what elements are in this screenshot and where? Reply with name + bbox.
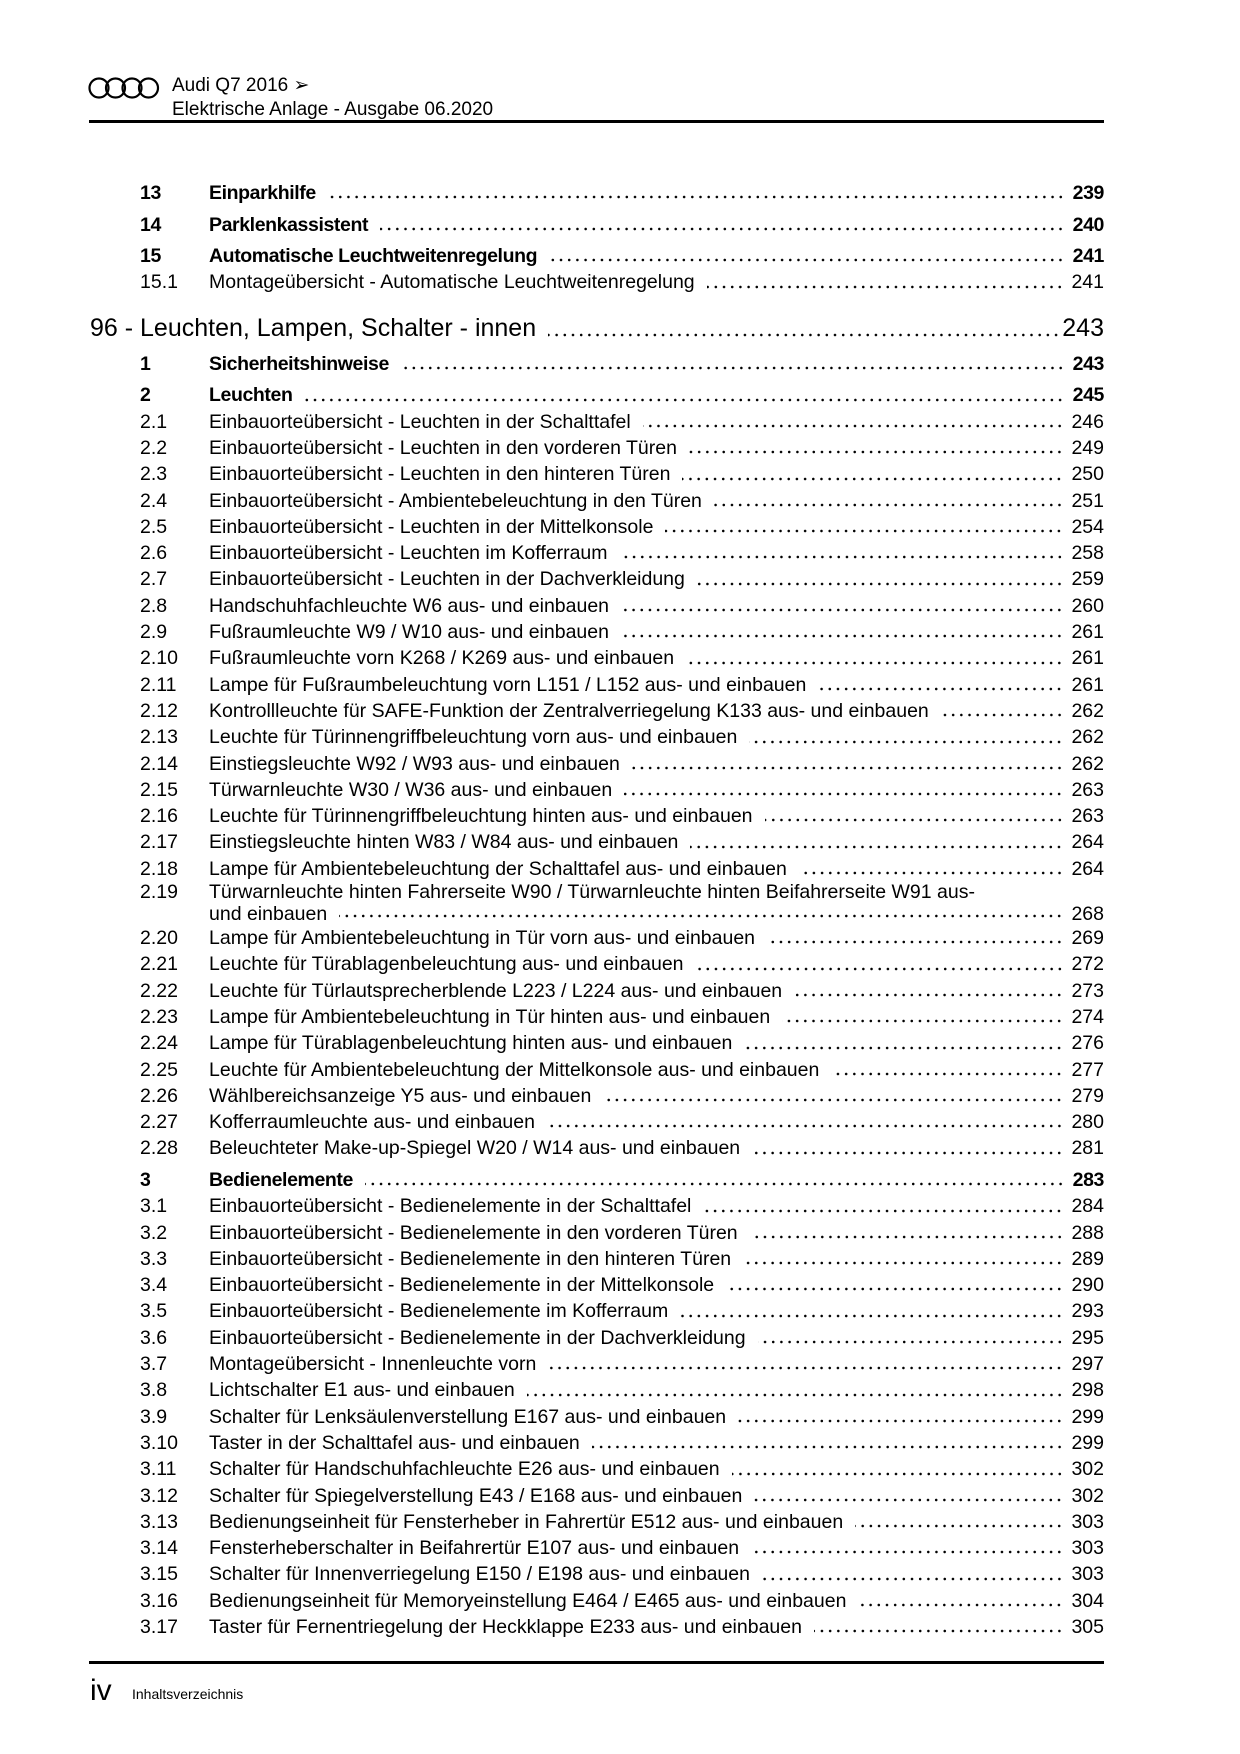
toc-entry-number: 3.17	[140, 1616, 178, 1639]
toc-entry-page: 264	[1071, 857, 1104, 880]
audi-rings-logo	[88, 77, 160, 99]
toc-entry-page: 269	[1071, 927, 1104, 950]
toc-entry-number: 2.27	[140, 1111, 178, 1134]
toc-entry[interactable]	[0, 566, 1240, 592]
toc-entry-number: 2.24	[140, 1032, 178, 1055]
toc-entry-page: 241	[1072, 245, 1104, 268]
toc-entry-page: 298	[1071, 1379, 1104, 1402]
toc-entry-page: 293	[1071, 1300, 1104, 1323]
toc-entry-number: 13	[140, 182, 161, 204]
dot-leader	[643, 423, 1064, 429]
toc-entry[interactable]	[0, 1509, 1240, 1535]
toc-entry-title: Türwarnleuchte hinten Fahrerseite W90 / Türwarnleuchte hinten Beifahrerseite W91 aus-	[209, 881, 975, 904]
toc-entry-title: Kofferraumleuchte aus- und einbauen	[209, 1111, 535, 1134]
toc-entry-number: 15.1	[140, 271, 178, 294]
footer-section-title: Inhaltsverzeichnis	[132, 1686, 244, 1702]
toc-entry-page: 243	[1072, 352, 1104, 375]
toc-entry[interactable]	[0, 1561, 1240, 1587]
dot-leader	[707, 284, 1064, 290]
toc-entry-page: 281	[1071, 1137, 1104, 1160]
toc-entry[interactable]	[0, 904, 1240, 926]
toc-entry-number: 15	[140, 245, 161, 268]
toc-entry-page: 239	[1072, 182, 1104, 204]
dot-leader	[548, 332, 1060, 338]
toc-entry[interactable]	[0, 593, 1240, 619]
toc-entry[interactable]	[0, 351, 1240, 377]
toc-entry[interactable]	[0, 1483, 1240, 1509]
toc-entry-title: Fensterheberschalter in Beifahrertür E107 aus- und einbauen	[209, 1537, 740, 1560]
dot-leader	[758, 1339, 1064, 1345]
toc-entry-page: 250	[1071, 463, 1104, 486]
toc-entry-page: 260	[1071, 594, 1104, 617]
toc-entry[interactable]	[0, 698, 1240, 724]
dot-leader	[380, 226, 1065, 232]
toc-entry-number: 3.2	[140, 1221, 168, 1244]
toc-entry-page: 268	[1071, 902, 1104, 925]
toc-entry-number: 3	[140, 1168, 151, 1191]
dot-leader	[339, 913, 1063, 919]
toc-entry-number: 2.28	[140, 1137, 178, 1160]
toc-entry-title: Schalter für Spiegelverstellung E43 / E168 aus- und einbauen	[209, 1484, 743, 1507]
toc-entry-title: Einbauorteübersicht - Bedienelemente in den hinteren Türen	[209, 1247, 732, 1270]
toc-entry-number: 2.17	[140, 831, 178, 854]
toc-entry-number: 2.20	[140, 927, 178, 950]
toc-entry-title: Montageübersicht - Automatische Leuchtweitenregelung	[209, 271, 695, 294]
toc-entry-page: 241	[1071, 271, 1104, 294]
toc-entry-title: Einbauorteübersicht - Leuchten in der Schalttafel	[209, 410, 631, 433]
dot-leader	[680, 1313, 1063, 1319]
toc-entry-title: Einbauorteübersicht - Bedienelemente im Kofferraum	[209, 1300, 669, 1323]
toc-entry-page: 254	[1071, 515, 1104, 538]
toc-entry-title: Einbauorteübersicht - Leuchten im Kofferraum	[209, 542, 608, 565]
toc-entry[interactable]	[0, 672, 1240, 698]
dot-leader	[547, 1123, 1064, 1129]
toc-entry[interactable]	[0, 1298, 1240, 1324]
toc-entry-title: Wählbereichsanzeige Y5 aus- und einbauen	[209, 1084, 592, 1107]
toc-entry-number: 14	[140, 213, 161, 236]
toc-entry-title: Leuchte für Türablagenbeleuchtung aus- und einbauen	[209, 953, 684, 976]
dot-leader	[603, 1097, 1063, 1103]
toc-entry-title: Lampe für Ambientebeleuchtung in Tür hinten aus- und einbauen	[209, 1005, 771, 1028]
toc-entry[interactable]	[0, 1456, 1240, 1482]
toc-entry-number: 3.8	[140, 1379, 168, 1402]
toc-entry-number: 2.23	[140, 1005, 178, 1028]
footer-page-number: iv	[90, 1674, 112, 1707]
header-subtitle: Elektrische Anlage - Ausgabe 06.2020	[172, 99, 494, 120]
dot-leader	[818, 686, 1063, 692]
toc-entry-title: Einbauorteübersicht - Bedienelemente in der Mittelkonsole	[209, 1274, 715, 1297]
toc-entry-number: 3.6	[140, 1326, 168, 1349]
toc-entry-number: 2.25	[140, 1058, 178, 1081]
dot-leader	[754, 1497, 1063, 1503]
toc-entry[interactable]	[0, 1109, 1240, 1135]
toc-entry-title: Einbauorteübersicht - Bedienelemente in den vorderen Türen	[209, 1221, 738, 1244]
toc-entry-title: Handschuhfachleuchte W6 aus- und einbauen	[209, 594, 610, 617]
toc-entry-title: Einbauorteübersicht - Bedienelemente in der Dachverkleidung	[209, 1326, 746, 1349]
toc-entry[interactable]	[0, 856, 1240, 882]
toc-entry-number: 3.11	[140, 1458, 177, 1481]
dot-leader	[592, 1444, 1064, 1450]
toc-entry[interactable]	[0, 243, 1240, 269]
toc-entry-page: 299	[1071, 1431, 1104, 1454]
toc-entry-page: 303	[1071, 1563, 1104, 1586]
toc-entry[interactable]	[0, 1135, 1240, 1161]
dot-leader	[665, 528, 1063, 534]
toc-entry[interactable]	[0, 724, 1240, 750]
dot-leader	[549, 257, 1065, 263]
toc-entry-page: 263	[1071, 805, 1104, 828]
toc-entry-page: 284	[1071, 1195, 1104, 1218]
toc-entry[interactable]	[0, 514, 1240, 540]
toc-entry-number: 3.4	[140, 1274, 168, 1297]
dot-leader	[527, 1392, 1064, 1398]
dot-leader	[831, 1071, 1063, 1077]
toc-entry-number: 2.4	[140, 489, 168, 512]
dot-leader	[621, 633, 1063, 639]
toc-entry-number: 3.9	[140, 1405, 168, 1428]
toc-entry-title: Türwarnleuchte W30 / W36 aus- und einbauen	[209, 778, 613, 801]
toc-entry-title: Einbauorteübersicht - Leuchten in den hinteren Türen	[209, 463, 671, 486]
toc-entry[interactable]	[0, 1193, 1240, 1219]
toc-entry[interactable]	[0, 1083, 1240, 1109]
toc-entry-title: Einstiegsleuchte hinten W83 / W84 aus- und einbauen	[209, 831, 679, 854]
toc-entry[interactable]	[0, 212, 1240, 238]
dot-leader	[365, 1181, 1065, 1187]
toc-entry[interactable]	[0, 1325, 1240, 1351]
toc-entry[interactable]	[0, 1167, 1240, 1193]
toc-entry-title: Einbauorteübersicht - Ambientebeleuchtung in den Türen	[209, 489, 702, 512]
toc-entry-number: 2.6	[140, 542, 168, 565]
dot-leader	[696, 966, 1064, 972]
toc-entry-number: 2.5	[140, 515, 168, 538]
dot-leader	[304, 397, 1064, 403]
dot-leader	[328, 194, 1065, 200]
toc-entry-page: 249	[1071, 436, 1104, 459]
toc-entry[interactable]	[0, 1004, 1240, 1030]
dot-leader	[749, 739, 1063, 745]
toc-entry-number: 2.2	[140, 436, 168, 459]
toc-entry-page: 297	[1071, 1353, 1104, 1376]
toc-entry-page: 305	[1071, 1616, 1104, 1639]
toc-entry-page: 262	[1071, 752, 1104, 775]
toc-entry-title: Leuchten	[209, 384, 293, 407]
toc-entry-title: Automatische Leuchtweitenregelung	[209, 245, 538, 268]
toc-entry-page: 261	[1071, 621, 1104, 644]
toc-entry-number: 2.18	[140, 857, 178, 880]
toc-entry-title: Beleuchteter Make-up-Spiegel W20 / W14 aus- und einbauen	[209, 1137, 741, 1160]
dot-leader	[782, 1018, 1063, 1024]
toc-entry-number: 3.13	[140, 1510, 178, 1533]
dot-leader	[941, 712, 1064, 718]
toc-entry[interactable]	[0, 1220, 1240, 1246]
toc-entry-page: 289	[1071, 1247, 1104, 1270]
toc-entry-title: Lampe für Ambientebeleuchtung der Schalttafel aus- und einbauen	[209, 857, 787, 880]
toc-chapter-entry[interactable]	[0, 312, 1240, 345]
toc-entry-number: 3.10	[140, 1431, 178, 1454]
toc-entry-number: 2.12	[140, 699, 178, 722]
toc-entry-title: Parklenkassistent	[209, 213, 369, 236]
toc-entry-page: 272	[1071, 953, 1104, 976]
toc-entry-page: 299	[1071, 1405, 1104, 1428]
dot-leader	[682, 476, 1063, 482]
toc-entry-title: Einbauorteübersicht - Leuchten in den vorderen Türen	[209, 436, 677, 459]
toc-entry-page: 290	[1071, 1274, 1104, 1297]
toc-entry[interactable]	[0, 1377, 1240, 1403]
toc-entry[interactable]	[0, 269, 1240, 295]
toc-entry[interactable]	[0, 1246, 1240, 1272]
dot-leader	[690, 844, 1063, 850]
toc-entry-page: 263	[1071, 778, 1104, 801]
toc-entry-page: 261	[1071, 673, 1104, 696]
toc-entry-title: Leuchte für Ambientebeleuchtung der Mittelkonsole aus- und einbauen	[209, 1058, 820, 1081]
dot-leader	[762, 1576, 1063, 1582]
toc-entry[interactable]	[0, 180, 1240, 206]
toc-entry-number: 2.15	[140, 778, 178, 801]
toc-entry-number: 2.16	[140, 805, 178, 828]
dot-leader	[814, 1628, 1063, 1634]
toc-entry-page: 259	[1071, 568, 1104, 591]
toc-entry[interactable]	[0, 645, 1240, 671]
toc-entry-title: Einbauorteübersicht - Leuchten in der Dachverkleidung	[209, 568, 685, 591]
toc-entry[interactable]	[0, 1614, 1240, 1640]
toc-entry-number: 3.16	[140, 1589, 178, 1612]
toc-entry-title: Einbauorteübersicht - Bedienelemente in der Schalttafel	[209, 1195, 692, 1218]
toc-entry-number: 3.14	[140, 1537, 178, 1560]
dot-leader	[686, 660, 1063, 666]
toc-entry-number: 1	[140, 352, 151, 375]
toc-entry-number: 3.1	[140, 1195, 168, 1218]
toc-entry-page: 276	[1071, 1032, 1104, 1055]
toc-entry-title: Einbauorteübersicht - Leuchten in der Mittelkonsole	[209, 515, 654, 538]
toc-entry-page: 246	[1071, 410, 1104, 433]
toc-entry-title: Bedienungseinheit für Fensterheber in Fahrertür E512 aus- und einbauen	[209, 1510, 844, 1533]
toc-entry-page: 295	[1071, 1326, 1104, 1349]
dot-leader	[548, 1365, 1063, 1371]
dot-leader	[751, 1549, 1063, 1555]
toc-entry-title: Fußraumleuchte vorn K268 / K269 aus- und einbauen	[209, 647, 675, 670]
toc-entry-number: 2.14	[140, 752, 178, 775]
toc-entry-page: 288	[1071, 1221, 1104, 1244]
toc-entry-title: Schalter für Lenksäulenverstellung E167 aus- und einbauen	[209, 1405, 727, 1428]
toc-entry-title: Leuchte für Türinnengriffbeleuchtung hinten aus- und einbauen	[209, 805, 753, 828]
toc-entry-title: Montageübersicht - Innenleuchte vorn	[209, 1353, 537, 1376]
dot-leader	[697, 581, 1064, 587]
toc-entry-number: 2.22	[140, 979, 178, 1002]
toc-entry[interactable]	[0, 619, 1240, 645]
dot-leader	[750, 1234, 1064, 1240]
toc-entry[interactable]	[0, 1404, 1240, 1430]
toc-entry-title: Kontrollleuchte für SAFE-Funktion der Zentralverriegelung K133 aus- und einbauen	[209, 699, 929, 722]
toc-entry[interactable]	[0, 829, 1240, 855]
toc-entry-page: 258	[1071, 542, 1104, 565]
toc-entry-number: 2.10	[140, 647, 178, 670]
toc-entry-page: 251	[1071, 489, 1104, 512]
toc-entry-number: 2.13	[140, 726, 178, 749]
toc-entry-title: Einparkhilfe	[209, 182, 316, 204]
dot-leader	[401, 365, 1065, 371]
toc-entry[interactable]	[0, 1030, 1240, 1056]
toc-entry-number: 3.15	[140, 1563, 178, 1586]
toc-entry-page: 279	[1071, 1084, 1104, 1107]
toc-entry-page: 303	[1071, 1510, 1104, 1533]
toc-entry-number: 3.3	[140, 1247, 168, 1270]
toc-entry[interactable]	[0, 461, 1240, 487]
toc-entry-title: Fußraumleuchte W9 / W10 aus- und einbauen	[209, 621, 609, 644]
dot-leader	[703, 1208, 1063, 1214]
toc-entry-page: 245	[1072, 384, 1104, 407]
toc-entry[interactable]	[0, 751, 1240, 777]
header-divider	[89, 120, 1104, 123]
toc-entry-title: Lampe für Fußraumbeleuchtung vorn L151 / L152 aus- und einbauen	[209, 673, 807, 696]
toc-entry-title: und einbauen	[209, 902, 328, 925]
dot-leader	[743, 1260, 1063, 1266]
toc-entry-number: 2.11	[140, 673, 177, 696]
dot-leader	[632, 765, 1064, 771]
toc-entry-title: 96 - Leuchten, Lampen, Schalter - innen	[90, 313, 537, 342]
dot-leader	[621, 607, 1063, 613]
toc-entry[interactable]	[0, 1351, 1240, 1377]
toc-entry-number: 3.5	[140, 1300, 168, 1323]
toc-entry-number: 2.19	[140, 881, 178, 904]
toc-entry-title: Taster in der Schalttafel aus- und einbauen	[209, 1431, 580, 1454]
dot-leader	[738, 1418, 1063, 1424]
toc-entry-page: 262	[1071, 726, 1104, 749]
dot-leader	[620, 554, 1064, 560]
toc-entry-title: Bedienelemente	[209, 1168, 353, 1191]
dot-leader	[752, 1150, 1063, 1156]
toc-entry-page: 277	[1071, 1058, 1104, 1081]
toc-entry-title: Bedienungseinheit für Memoryeinstellung E464 / E465 aus- und einbauen	[209, 1589, 847, 1612]
toc-entry-page: 302	[1071, 1484, 1104, 1507]
toc-entry[interactable]	[0, 1535, 1240, 1561]
toc-entry[interactable]	[0, 951, 1240, 977]
toc-entry-page: 274	[1071, 1005, 1104, 1028]
toc-entry-page: 302	[1071, 1458, 1104, 1481]
toc-entry[interactable]	[0, 1272, 1240, 1298]
dot-leader	[726, 1286, 1063, 1292]
toc-entry[interactable]	[0, 1057, 1240, 1083]
toc-entry[interactable]	[0, 488, 1240, 514]
dot-leader	[858, 1602, 1063, 1608]
toc-entry-page: 283	[1072, 1168, 1104, 1191]
toc-entry-title: Einstiegsleuchte W92 / W93 aus- und einbauen	[209, 752, 620, 775]
toc-entry-title: Lampe für Türablagenbeleuchtung hinten aus- und einbauen	[209, 1032, 733, 1055]
toc-entry-number: 3.12	[140, 1484, 178, 1507]
footer-divider	[89, 1661, 1104, 1664]
dot-leader	[714, 502, 1064, 508]
toc-entry[interactable]	[0, 1588, 1240, 1614]
toc-entry-title: Leuchte für Türinnengriffbeleuchtung vorn aus- und einbauen	[209, 726, 738, 749]
toc-entry[interactable]	[0, 540, 1240, 566]
toc-entry-page: 264	[1071, 831, 1104, 854]
toc-entry[interactable]	[0, 803, 1240, 829]
dot-leader	[624, 791, 1063, 797]
toc-entry-number: 2.9	[140, 621, 168, 644]
toc-entry[interactable]	[0, 1430, 1240, 1456]
toc-entry-number: 3.7	[140, 1353, 168, 1376]
toc-entry[interactable]	[0, 978, 1240, 1004]
toc-entry[interactable]	[0, 882, 1240, 904]
toc-entry-number: 2.3	[140, 463, 168, 486]
toc-entry-title: Lampe für Ambientebeleuchtung in Tür vorn aus- und einbauen	[209, 927, 756, 950]
toc-entry[interactable]	[0, 925, 1240, 951]
table-of-contents	[0, 180, 1240, 1640]
toc-entry-number: 2.21	[140, 953, 178, 976]
dot-leader	[744, 1045, 1063, 1051]
toc-entry-title: Schalter für Handschuhfachleuchte E26 aus- und einbauen	[209, 1458, 720, 1481]
toc-entry-number: 2.8	[140, 594, 168, 617]
toc-entry-title: Leuchte für Türlautsprecherblende L223 / L224 aus- und einbauen	[209, 979, 783, 1002]
toc-entry[interactable]	[0, 409, 1240, 435]
toc-entry[interactable]	[0, 435, 1240, 461]
toc-entry[interactable]	[0, 382, 1240, 408]
toc-entry-number: 2.26	[140, 1084, 178, 1107]
toc-entry-page: 304	[1071, 1589, 1104, 1612]
toc-entry-page: 273	[1071, 979, 1104, 1002]
dot-leader	[799, 870, 1064, 876]
dot-leader	[765, 817, 1064, 823]
toc-entry-page: 240	[1072, 213, 1104, 236]
toc-entry-number: 2.7	[140, 568, 168, 591]
dot-leader	[794, 992, 1063, 998]
dot-leader	[732, 1471, 1064, 1477]
toc-entry-page: 303	[1071, 1537, 1104, 1560]
toc-entry-page: 243	[1062, 313, 1104, 342]
toc-entry-page: 261	[1071, 647, 1104, 670]
toc-entry-title: Sicherheitshinweise	[209, 352, 389, 375]
toc-entry-number: 2	[140, 384, 151, 407]
toc-entry-title: Taster für Fernentriegelung der Heckklappe E233 aus- und einbauen	[209, 1616, 802, 1639]
toc-entry[interactable]	[0, 777, 1240, 803]
dot-leader	[767, 939, 1063, 945]
dot-leader	[855, 1523, 1063, 1529]
dot-leader	[689, 449, 1064, 455]
toc-entry-page: 280	[1071, 1111, 1104, 1134]
toc-entry-page: 262	[1071, 699, 1104, 722]
toc-entry-number: 2.1	[140, 410, 168, 433]
toc-entry-title: Lichtschalter E1 aus- und einbauen	[209, 1379, 515, 1402]
header-model: Audi Q7 2016 ➢	[172, 75, 310, 96]
toc-entry-title: Schalter für Innenverriegelung E150 / E198 aus- und einbauen	[209, 1563, 750, 1586]
